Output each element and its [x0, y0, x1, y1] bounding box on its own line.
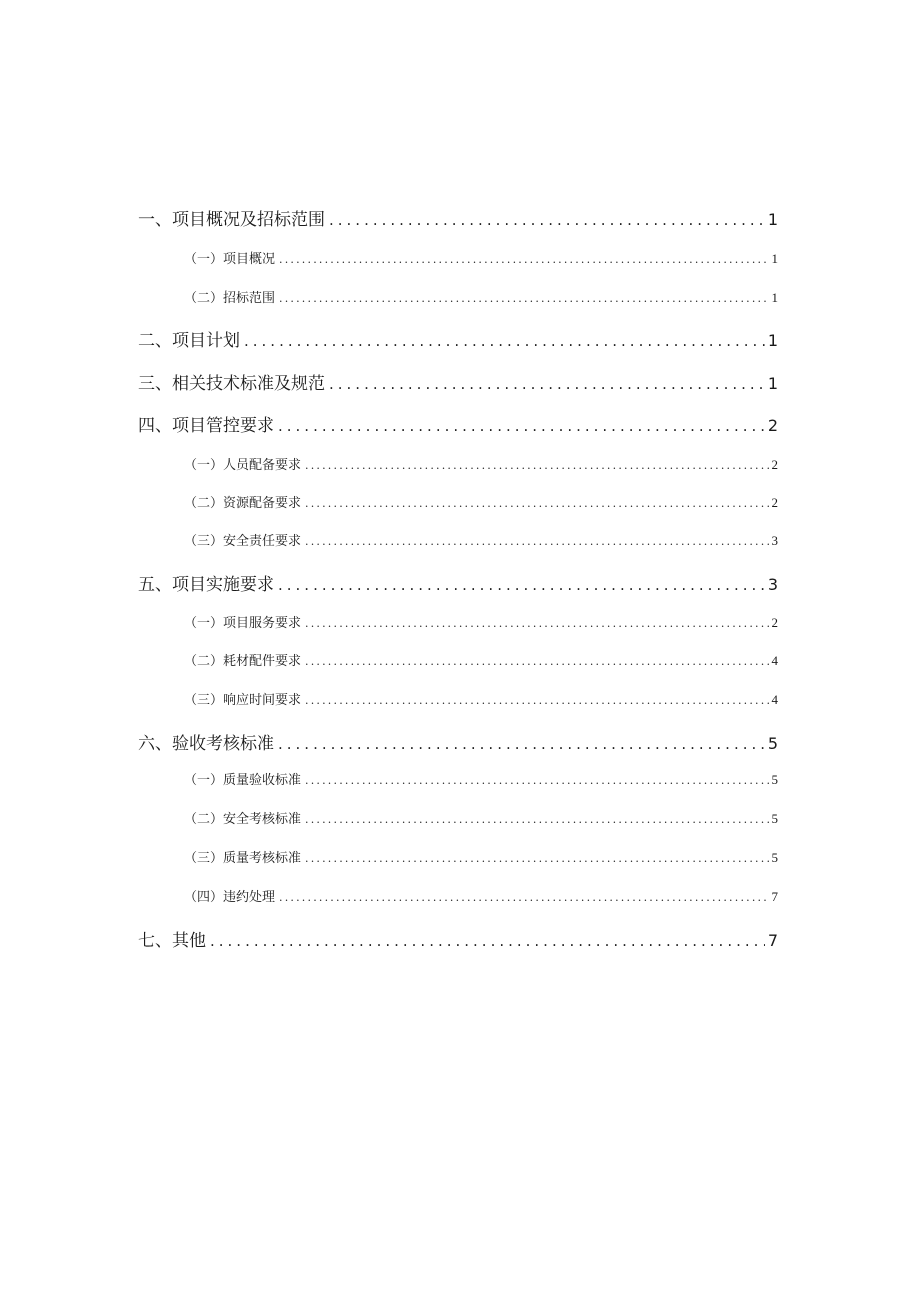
toc-entry-6-1[interactable]: [184, 769, 778, 788]
toc-entry-label: （二）招标范围: [184, 291, 276, 306]
toc-entry-label: 五、项目实施要求: [138, 575, 274, 595]
toc-entry-label: 六、验收考核标准: [138, 734, 274, 754]
toc-dot-leader: [305, 694, 768, 707]
toc-dot-leader: [305, 813, 768, 826]
toc-dot-leader: [305, 617, 768, 630]
toc-dot-leader: [305, 459, 768, 472]
toc-page-number: 1: [767, 374, 778, 393]
toc-entry-5-3[interactable]: [184, 689, 778, 708]
toc-page-number: 2: [771, 457, 778, 472]
toc-entry-label: 二、项目计划: [138, 331, 240, 351]
toc-entry-4-2[interactable]: [184, 492, 778, 511]
toc-page-number: 7: [771, 889, 778, 904]
toc-dot-leader: [278, 576, 765, 594]
toc-entry-1-2[interactable]: [184, 287, 778, 306]
toc-entry-label: （三）安全责任要求: [184, 534, 302, 549]
toc-entry-1[interactable]: [138, 205, 778, 230]
toc-page-number: 1: [767, 210, 778, 229]
toc-dot-leader: [279, 292, 768, 305]
toc-entry-3[interactable]: [138, 369, 778, 394]
toc-dot-leader: [305, 535, 768, 548]
toc-entry-6[interactable]: [138, 729, 778, 754]
toc-entry-5-2[interactable]: [184, 650, 778, 669]
toc-dot-leader: [278, 735, 765, 753]
toc-entry-label: （一）质量验收标准: [184, 773, 302, 788]
toc-page-number: 4: [771, 692, 778, 707]
toc-entry-5[interactable]: [138, 570, 778, 595]
toc-page-number: 2: [771, 495, 778, 510]
toc-entry-label: （一）项目概况: [184, 252, 276, 267]
toc-entry-4[interactable]: [138, 411, 778, 436]
toc-entry-6-4[interactable]: [184, 886, 778, 905]
toc-entry-label: 三、相关技术标准及规范: [138, 374, 325, 394]
toc-entry-label: （二）安全考核标准: [184, 812, 302, 827]
toc-dot-leader: [305, 497, 768, 510]
toc-entry-7[interactable]: [138, 926, 778, 951]
toc-dot-leader: [244, 332, 765, 350]
toc-entry-label: 一、项目概况及招标范围: [138, 210, 325, 230]
toc-page-number: 1: [771, 290, 778, 305]
toc-entry-label: 七、其他: [138, 931, 206, 951]
toc-page-number: 5: [771, 811, 778, 826]
toc-entry-6-2[interactable]: [184, 808, 778, 827]
toc-dot-leader: [329, 211, 765, 229]
toc-entry-6-3[interactable]: [184, 847, 778, 866]
toc-entry-1-1[interactable]: [184, 248, 778, 267]
toc-entry-label: （一）项目服务要求: [184, 616, 302, 631]
toc-entry-label: （四）违约处理: [184, 890, 276, 905]
toc-dot-leader: [305, 774, 768, 787]
toc-dot-leader: [279, 891, 768, 904]
toc-entry-label: （一）人员配备要求: [184, 458, 302, 473]
toc-entry-label: 四、项目管控要求: [138, 416, 274, 436]
toc-entry-label: （三）质量考核标准: [184, 851, 302, 866]
toc-page-number: 3: [771, 533, 778, 548]
toc-entry-5-1[interactable]: [184, 612, 778, 631]
toc-page-number: 7: [767, 931, 778, 950]
toc-page-number: 1: [771, 251, 778, 266]
toc-page-number: 2: [771, 615, 778, 630]
toc-page-number: 2: [767, 416, 778, 435]
toc-entry-label: （三）响应时间要求: [184, 693, 302, 708]
toc-entry-4-1[interactable]: [184, 454, 778, 473]
toc-entry-2[interactable]: [138, 326, 778, 351]
toc-page-number: 4: [771, 653, 778, 668]
toc-page-number: 5: [767, 734, 778, 753]
toc-dot-leader: [278, 417, 765, 435]
toc-dot-leader: [305, 852, 768, 865]
toc-entry-label: （二）耗材配件要求: [184, 654, 302, 669]
toc-page-number: 5: [771, 772, 778, 787]
toc-page-number: 5: [771, 850, 778, 865]
toc-entry-label: （二）资源配备要求: [184, 496, 302, 511]
toc-dot-leader: [279, 253, 768, 266]
toc-page-number: 1: [767, 331, 778, 350]
toc-dot-leader: [329, 375, 765, 393]
toc-dot-leader: [305, 655, 768, 668]
toc-page-number: 3: [767, 575, 778, 594]
toc-dot-leader: [210, 932, 765, 950]
toc-entry-4-3[interactable]: [184, 530, 778, 549]
